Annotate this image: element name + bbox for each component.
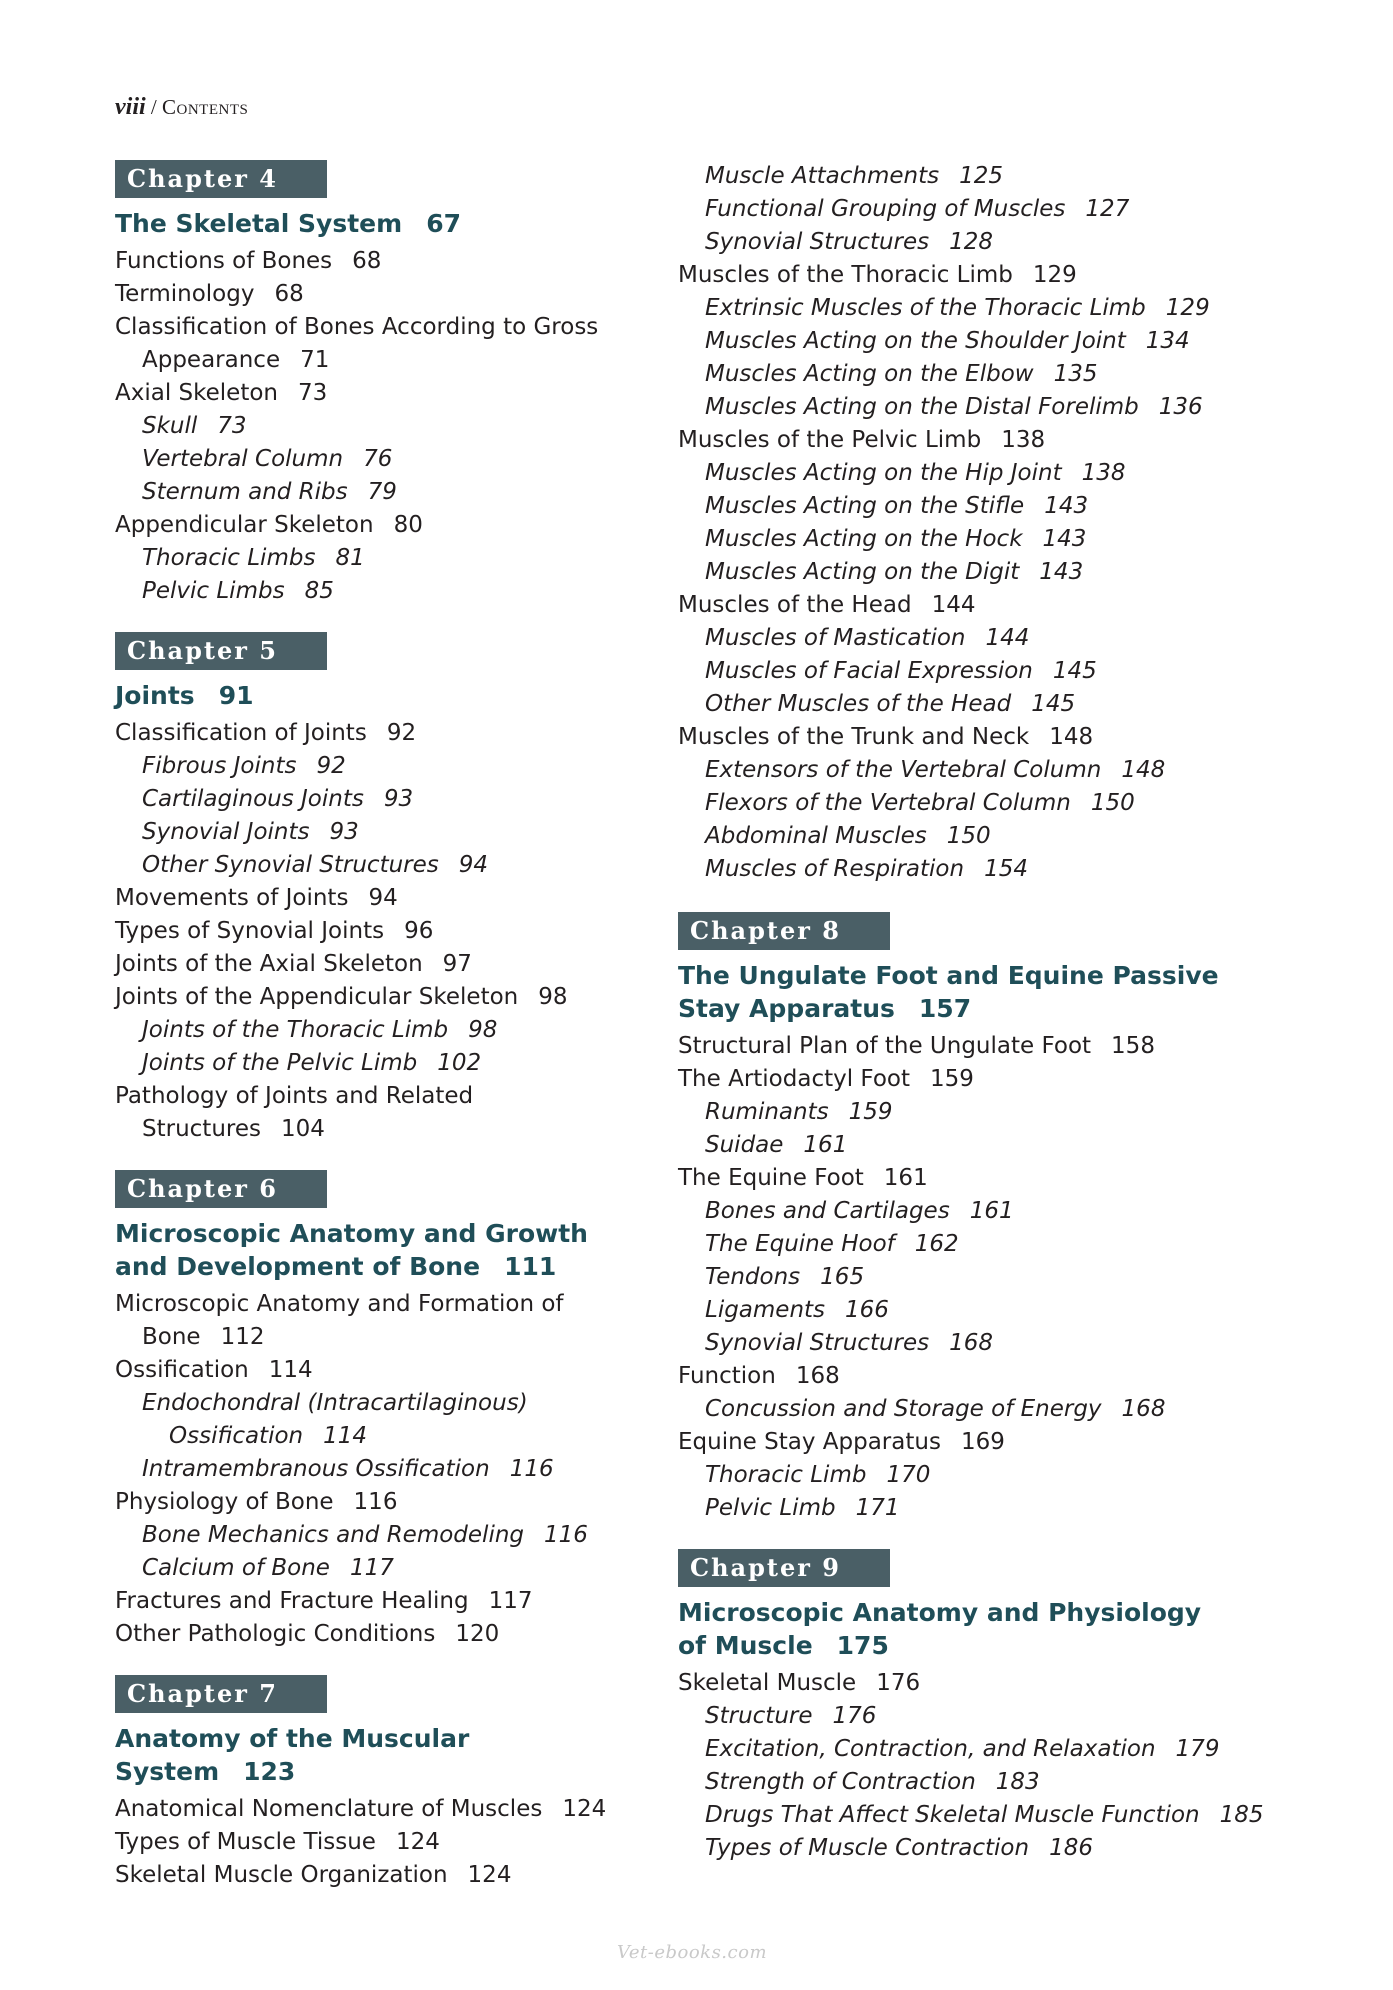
toc-entry-title: Abdominal Muscles <box>705 823 927 849</box>
toc-entry-page: 116 <box>544 1522 588 1548</box>
toc-entry-page: 136 <box>1158 394 1203 420</box>
chapter-title-line: Microscopic Anatomy and Physiology <box>678 1598 1202 1627</box>
chapter-title-line <box>115 1250 655 1283</box>
toc-entry[interactable] <box>678 1063 1318 1096</box>
toc-entry[interactable] <box>115 311 655 344</box>
toc-entry-title: Muscles of Respiration <box>705 856 965 882</box>
toc-entry-title: Muscles Acting on the Hip Joint <box>705 460 1062 486</box>
toc-entry[interactable] <box>678 1360 1318 1393</box>
toc-entry-page: 168 <box>1121 1396 1166 1422</box>
toc-entry[interactable] <box>115 1453 655 1486</box>
toc-entry-page: 171 <box>855 1495 900 1521</box>
toc-entry-title: Muscles of Facial Expression <box>705 658 1033 684</box>
toc-entry[interactable] <box>115 948 655 981</box>
toc-entry-page: 127 <box>1085 196 1130 222</box>
toc-entry-title: Thoracic Limb <box>705 1462 867 1488</box>
toc-entry-title: Excitation, Contraction, and Relaxation <box>705 1736 1156 1762</box>
toc-entry-title: Ossification <box>169 1423 304 1449</box>
toc-entry[interactable] <box>678 1492 1318 1525</box>
toc-entry-page: 135 <box>1053 361 1098 387</box>
toc-entry-page: 73 <box>217 413 247 439</box>
toc-entry-page: 71 <box>300 347 330 373</box>
toc-entry-page: 125 <box>959 163 1004 189</box>
toc-entry[interactable] <box>115 476 655 509</box>
toc-entry-title: Muscles Acting on the Elbow <box>705 361 1034 387</box>
chapter-label: Chapter 8 <box>678 912 890 950</box>
toc-entry-title: Bone Mechanics and Remodeling <box>142 1522 525 1548</box>
toc-entry-page: 166 <box>845 1297 889 1323</box>
toc-entry-page: 161 <box>803 1132 848 1158</box>
toc-entry-page: 124 <box>562 1796 607 1822</box>
toc-entry-page: 150 <box>946 823 991 849</box>
toc-entry-page: 79 <box>367 479 397 505</box>
toc-entry-page: 68 <box>352 248 382 274</box>
toc-entry[interactable] <box>115 1420 655 1453</box>
toc-entry[interactable] <box>115 1387 655 1420</box>
chapter-title-line <box>678 1629 1318 1662</box>
toc-entry-title: Extrinsic Muscles of the Thoracic Limb <box>705 295 1146 321</box>
toc-entry-title: Classification of Joints <box>115 720 367 746</box>
toc-entry-title: Functional Grouping of Muscles <box>705 196 1066 222</box>
toc-entry[interactable] <box>678 424 1318 457</box>
toc-entry-title: Ruminants <box>705 1099 829 1125</box>
toc-entry[interactable] <box>115 1354 655 1387</box>
chapter-section <box>115 1675 655 1892</box>
toc-entry[interactable] <box>678 259 1318 292</box>
toc-entry[interactable] <box>678 193 1318 226</box>
toc-entry[interactable] <box>678 1459 1318 1492</box>
toc-entry-title: Axial Skeleton <box>115 380 278 406</box>
toc-entry[interactable] <box>115 1080 655 1113</box>
toc-entries <box>115 717 655 1146</box>
chapter-page: 123 <box>243 1757 296 1786</box>
chapter-title[interactable] <box>115 1722 655 1788</box>
chapter-label: Chapter 6 <box>115 1170 327 1208</box>
toc-entry-title: Joints of the Appendicular Skeleton <box>115 984 519 1010</box>
toc-entry-page: 170 <box>886 1462 931 1488</box>
toc-entry-title: Types of Muscle Contraction <box>705 1835 1030 1861</box>
toc-entry[interactable] <box>678 325 1318 358</box>
toc-entry[interactable] <box>115 783 655 816</box>
toc-entry[interactable] <box>678 391 1318 424</box>
chapter-title-line: The Ungulate Foot and Equine Passive <box>678 961 1219 990</box>
chapter-section <box>115 632 655 1146</box>
toc-entry[interactable] <box>115 1552 655 1585</box>
toc-entry-page: 81 <box>335 545 365 571</box>
chapter-section <box>115 1170 655 1651</box>
toc-entry-title: Skull <box>142 413 198 439</box>
toc-entry-page: 116 <box>353 1489 398 1515</box>
toc-entry-page: 161 <box>969 1198 1014 1224</box>
toc-entry[interactable] <box>678 490 1318 523</box>
chapter-section <box>678 1549 1318 1865</box>
toc-entry-page: 98 <box>538 984 568 1010</box>
toc-entry[interactable] <box>678 1129 1318 1162</box>
toc-entry-title: Flexors of the Vertebral Column <box>705 790 1071 816</box>
toc-entry-page: 144 <box>931 592 976 618</box>
toc-entry[interactable] <box>678 523 1318 556</box>
toc-entry[interactable] <box>115 245 655 278</box>
chapter-title[interactable] <box>115 1217 655 1283</box>
toc-entry[interactable] <box>678 721 1318 754</box>
toc-entry-title: Cartilaginous Joints <box>142 786 364 812</box>
toc-entry[interactable] <box>678 655 1318 688</box>
chapter-page: 67 <box>426 209 461 238</box>
toc-entry-page: 92 <box>386 720 417 746</box>
toc-entry-title: Functions of Bones <box>115 248 333 274</box>
toc-entry[interactable] <box>678 820 1318 853</box>
toc-entry-page: 94 <box>368 885 398 911</box>
toc-entry-page: 114 <box>323 1423 368 1449</box>
section-name: Contents <box>162 95 249 119</box>
toc-entry[interactable] <box>678 589 1318 622</box>
toc-entry-page: 158 <box>1111 1033 1155 1059</box>
toc-entry[interactable] <box>115 443 655 476</box>
toc-entry-title: Thoracic Limbs <box>142 545 316 571</box>
toc-entry-title: Muscles Acting on the Stifle <box>705 493 1025 519</box>
toc-entry-page: 116 <box>509 1456 554 1482</box>
chapter-page: 111 <box>504 1252 557 1281</box>
toc-entry[interactable] <box>115 344 655 377</box>
chapter-title[interactable] <box>115 679 655 712</box>
toc-entry[interactable] <box>678 1832 1318 1865</box>
toc-entry-title: Microscopic Anatomy and Formation of <box>115 1291 564 1317</box>
toc-entry-title: Skeletal Muscle <box>678 1670 857 1696</box>
toc-entry[interactable] <box>678 556 1318 589</box>
toc-entry-title: Structures <box>142 1116 261 1142</box>
toc-entry-page: 80 <box>393 512 423 538</box>
toc-entry-title: Pelvic Limbs <box>142 578 285 604</box>
toc-entry-title: Muscles of Mastication <box>705 625 966 651</box>
toc-entries <box>678 1667 1318 1865</box>
toc-entry-page: 169 <box>960 1429 1005 1455</box>
toc-entry-title: Vertebral Column <box>142 446 344 472</box>
toc-entry-title: Synovial Structures <box>705 229 930 255</box>
toc-entry-title: Extensors of the Vertebral Column <box>705 757 1102 783</box>
toc-entry-page: 124 <box>395 1829 440 1855</box>
toc-entry-page: 168 <box>795 1363 840 1389</box>
toc-entry-title: Bone <box>142 1324 201 1350</box>
toc-entry-title: Other Synovial Structures <box>142 852 439 878</box>
toc-entry[interactable] <box>115 1519 655 1552</box>
toc-entry-page: 176 <box>832 1703 877 1729</box>
toc-entry[interactable] <box>115 1321 655 1354</box>
toc-entry[interactable] <box>115 816 655 849</box>
chapter-title-text: Stay Apparatus <box>678 994 895 1023</box>
toc-entry-page: 148 <box>1049 724 1094 750</box>
chapter-label: Chapter 4 <box>115 160 327 198</box>
toc-entry[interactable] <box>678 1030 1318 1063</box>
toc-entry-page: 112 <box>220 1324 265 1350</box>
toc-entry-title: Strength of Contraction <box>705 1769 976 1795</box>
toc-entry-page: 73 <box>298 380 328 406</box>
toc-entry-title: Concussion and Storage of Energy <box>705 1396 1102 1422</box>
toc-entry-title: Joints of the Axial Skeleton <box>115 951 423 977</box>
toc-entries <box>115 1793 655 1892</box>
toc-entry[interactable] <box>115 410 655 443</box>
toc-entry-title: Joints of the Pelvic Limb <box>142 1050 418 1076</box>
toc-entry-page: 104 <box>280 1116 325 1142</box>
toc-entry-page: 159 <box>848 1099 893 1125</box>
toc-entry[interactable] <box>678 787 1318 820</box>
toc-entry[interactable] <box>115 278 655 311</box>
toc-entry-title: Fibrous Joints <box>142 753 297 779</box>
chapter-page: 175 <box>836 1631 889 1660</box>
toc-entry-title: Types of Synovial Joints <box>115 918 385 944</box>
toc-entry-title: Movements of Joints <box>115 885 349 911</box>
toc-entry[interactable] <box>115 1113 655 1146</box>
toc-entry-title: Muscles Acting on the Shoulder Joint <box>705 328 1126 354</box>
toc-entry-page: 159 <box>930 1066 974 1092</box>
toc-entry-title: Fractures and Fracture Healing <box>115 1588 469 1614</box>
toc-entry-page: 124 <box>467 1862 512 1888</box>
toc-entry[interactable] <box>115 1585 655 1618</box>
toc-entry-page: 186 <box>1049 1835 1093 1861</box>
toc-entry-title: Physiology of Bone <box>115 1489 334 1515</box>
toc-entry-title: Calcium of Bone <box>142 1555 330 1581</box>
toc-entry-title: Muscles of the Pelvic Limb <box>678 427 982 453</box>
toc-entry[interactable] <box>678 1733 1318 1766</box>
toc-entry-title: Muscles of the Head <box>678 592 912 618</box>
toc-entry[interactable] <box>115 1014 655 1047</box>
chapter-section <box>115 160 655 608</box>
toc-entry-page: 168 <box>949 1330 994 1356</box>
toc-entry-title: Drugs That Affect Skeletal Muscle Function <box>705 1802 1200 1828</box>
toc-entry-page: 97 <box>442 951 472 977</box>
toc-entry[interactable] <box>115 377 655 410</box>
toc-entry-page: 179 <box>1175 1736 1220 1762</box>
toc-entry[interactable] <box>678 1426 1318 1459</box>
continued-entries <box>678 160 1318 886</box>
toc-entry[interactable] <box>115 915 655 948</box>
toc-entry-title: Joints of the Thoracic Limb <box>142 1017 449 1043</box>
toc-entry-title: Synovial Joints <box>142 819 310 845</box>
toc-entry-page: 85 <box>304 578 334 604</box>
chapter-label: Chapter 5 <box>115 632 327 670</box>
toc-entry-title: Ossification <box>115 1357 249 1383</box>
toc-entry-title: Tendons <box>705 1264 801 1290</box>
toc-entry[interactable] <box>678 1096 1318 1129</box>
toc-entry-page: 183 <box>995 1769 1040 1795</box>
page-number: viii <box>115 94 146 120</box>
toc-entry-page: 138 <box>1081 460 1126 486</box>
toc-entry-title: Structural Plan of the Ungulate Foot <box>678 1033 1092 1059</box>
toc-entry-page: 128 <box>949 229 994 255</box>
toc-entry-title: Equine Stay Apparatus <box>678 1429 941 1455</box>
toc-entry[interactable] <box>115 1859 655 1892</box>
toc-entry-title: Synovial Structures <box>705 1330 930 1356</box>
toc-entries <box>115 1288 655 1651</box>
toc-entry-page: 143 <box>1039 559 1084 585</box>
toc-entry-title: Muscles Acting on the Hock <box>705 526 1023 552</box>
toc-entry[interactable] <box>678 1667 1318 1700</box>
toc-entry-page: 117 <box>349 1555 394 1581</box>
chapter-page: 91 <box>218 681 254 710</box>
toc-entry[interactable] <box>678 358 1318 391</box>
toc-entry-page: 68 <box>274 281 304 307</box>
toc-entry-title: Pathology of Joints and Related <box>115 1083 474 1109</box>
toc-entry-page: 144 <box>985 625 1030 651</box>
toc-entry-page: 129 <box>1032 262 1077 288</box>
toc-entry[interactable] <box>678 622 1318 655</box>
toc-entry[interactable] <box>678 226 1318 259</box>
toc-entry-page: 154 <box>984 856 1028 882</box>
toc-entry[interactable] <box>678 1261 1318 1294</box>
toc-entry-page: 102 <box>437 1050 482 1076</box>
toc-entry-page: 93 <box>383 786 414 812</box>
toc-entry-page: 143 <box>1044 493 1089 519</box>
chapter-page: 157 <box>918 994 972 1023</box>
toc-entry-page: 143 <box>1042 526 1087 552</box>
toc-entry-page: 117 <box>488 1588 533 1614</box>
right-chapters <box>678 912 1318 1865</box>
toc-entry-title: Ligaments <box>705 1297 826 1323</box>
toc-entry-title: Function <box>678 1363 776 1389</box>
chapter-title-text: Anatomy of the Muscular System <box>115 1724 470 1786</box>
right-column <box>678 160 1318 1889</box>
toc-entry[interactable] <box>115 575 655 608</box>
toc-entry[interactable] <box>678 1228 1318 1261</box>
toc-entry[interactable] <box>678 688 1318 721</box>
toc-entry-page: 129 <box>1165 295 1210 321</box>
toc-entry-title: Other Pathologic Conditions <box>115 1621 436 1647</box>
toc-entry-title: Skeletal Muscle Organization <box>115 1862 448 1888</box>
toc-entry-title: Types of Muscle Tissue <box>115 1829 376 1855</box>
chapter-title[interactable] <box>678 1596 1318 1662</box>
toc-entry-page: 161 <box>883 1165 928 1191</box>
toc-entry-title: Terminology <box>115 281 255 307</box>
toc-entry[interactable] <box>115 1288 655 1321</box>
chapter-title-text: The Skeletal System <box>115 209 403 238</box>
header-separator: / <box>145 95 162 119</box>
toc-entry[interactable] <box>678 1294 1318 1327</box>
toc-entry-page: 148 <box>1121 757 1166 783</box>
toc-entry[interactable] <box>115 1793 655 1826</box>
running-head <box>115 94 248 121</box>
toc-entry[interactable] <box>678 1766 1318 1799</box>
toc-entry-title: Suidae <box>705 1132 784 1158</box>
toc-entry-page: 134 <box>1145 328 1190 354</box>
toc-entry[interactable] <box>115 717 655 750</box>
toc-entry[interactable] <box>678 160 1318 193</box>
toc-entry[interactable] <box>678 292 1318 325</box>
chapter-label: Chapter 9 <box>678 1549 890 1587</box>
toc-entries <box>678 1030 1318 1525</box>
toc-entry-title: Appendicular Skeleton <box>115 512 374 538</box>
chapter-title-text: and Development of Bone <box>115 1252 481 1281</box>
toc-entry[interactable] <box>115 542 655 575</box>
toc-entry[interactable] <box>115 1047 655 1080</box>
chapter-section <box>678 912 1318 1525</box>
chapter-title-text: of Muscle <box>678 1631 813 1660</box>
toc-entry-title: Muscles of the Thoracic Limb <box>678 262 1013 288</box>
toc-entry-page: 93 <box>329 819 359 845</box>
toc-entry[interactable] <box>678 1393 1318 1426</box>
chapter-title-line: Microscopic Anatomy and Growth <box>115 1219 588 1248</box>
toc-entry-page: 92 <box>316 753 346 779</box>
toc-entry-title: Appearance <box>142 347 281 373</box>
chapter-title-text: Joints <box>115 681 195 710</box>
chapter-title[interactable] <box>115 207 655 240</box>
toc-entry-title: Bones and Cartilages <box>705 1198 950 1224</box>
toc-entry-title: Intramembranous Ossification <box>142 1456 490 1482</box>
toc-entry-title: The Equine Foot <box>678 1165 864 1191</box>
toc-entry-page: 150 <box>1090 790 1135 816</box>
toc-entry-page: 185 <box>1219 1802 1264 1828</box>
toc-entry[interactable] <box>115 882 655 915</box>
toc-entry[interactable] <box>115 1486 655 1519</box>
toc-entry[interactable] <box>678 754 1318 787</box>
toc-entry-title: Anatomical Nomenclature of Muscles <box>115 1796 543 1822</box>
toc-entry[interactable] <box>115 1618 655 1651</box>
toc-entry[interactable] <box>678 1700 1318 1733</box>
toc-entry[interactable] <box>115 509 655 542</box>
toc-entry-page: 162 <box>914 1231 959 1257</box>
toc-entry-title: Endochondral (Intracartilaginous) <box>142 1390 528 1416</box>
toc-entry-page: 138 <box>1001 427 1046 453</box>
toc-entry-title: The Equine Hoof <box>705 1231 895 1257</box>
toc-entry-page: 120 <box>455 1621 500 1647</box>
chapter-title-line <box>678 992 1318 1025</box>
toc-entry[interactable] <box>678 457 1318 490</box>
toc-entry[interactable] <box>115 750 655 783</box>
toc-entry-title: Muscles Acting on the Distal Forelimb <box>705 394 1139 420</box>
toc-entry-page: 165 <box>820 1264 865 1290</box>
toc-entry-title: Structure <box>705 1703 813 1729</box>
toc-entry-title: Muscles of the Trunk and Neck <box>678 724 1030 750</box>
toc-entry[interactable] <box>678 1327 1318 1360</box>
toc-entry-page: 145 <box>1031 691 1076 717</box>
toc-entry-title: Muscle Attachments <box>705 163 940 189</box>
toc-entry-title: Other Muscles of the Head <box>705 691 1012 717</box>
watermark-logo: Vet-ebooks.com <box>617 1942 768 1963</box>
toc-entry-page: 96 <box>404 918 434 944</box>
left-column <box>115 160 655 1916</box>
toc-entry-title: The Artiodactyl Foot <box>678 1066 910 1092</box>
chapter-title[interactable] <box>678 959 1318 1025</box>
chapter-label: Chapter 7 <box>115 1675 327 1713</box>
toc-entry-title: Classification of Bones According to Gross <box>115 314 599 340</box>
toc-entry[interactable] <box>115 981 655 1014</box>
toc-entry-page: 114 <box>268 1357 313 1383</box>
toc-entry-page: 176 <box>876 1670 921 1696</box>
toc-entry[interactable] <box>678 1799 1318 1832</box>
toc-entry-page: 76 <box>363 446 393 472</box>
toc-entry-title: Sternum and Ribs <box>142 479 348 505</box>
toc-entry-page: 94 <box>458 852 489 878</box>
toc-entry-title: Pelvic Limb <box>705 1495 836 1521</box>
toc-entry[interactable] <box>115 849 655 882</box>
toc-entries <box>115 245 655 608</box>
toc-entry[interactable] <box>678 1195 1318 1228</box>
toc-entry[interactable] <box>678 1162 1318 1195</box>
toc-entry-title: Muscles Acting on the Digit <box>705 559 1020 585</box>
toc-entry-page: 98 <box>468 1017 498 1043</box>
toc-entry-page: 145 <box>1052 658 1097 684</box>
toc-entry[interactable] <box>115 1826 655 1859</box>
toc-entry[interactable] <box>678 853 1318 886</box>
